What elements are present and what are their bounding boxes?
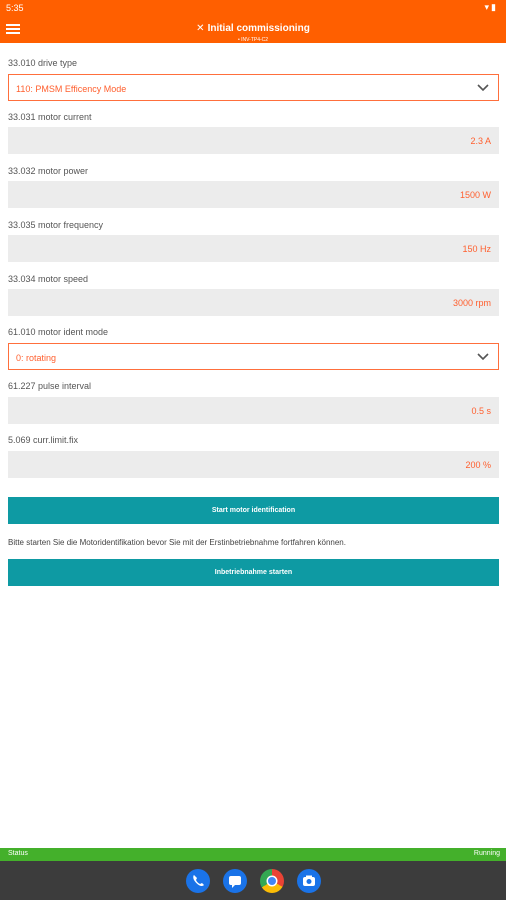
motor-frequency-value: 150 Hz bbox=[462, 244, 491, 254]
start-commissioning-button[interactable]: Inbetriebnahme starten bbox=[8, 559, 499, 586]
field-label-motor-current: 33.031 motor current bbox=[8, 112, 92, 122]
app-title-block bbox=[0, 18, 506, 43]
wifi-icon: ▾ bbox=[484, 2, 492, 12]
pulse-interval-value: 0.5 s bbox=[471, 406, 491, 416]
battery-icon: ▮ bbox=[491, 2, 498, 12]
field-label-ident-mode: 61.010 motor ident mode bbox=[8, 327, 109, 337]
android-dock bbox=[0, 861, 506, 900]
ident-mode-value: 0: rotating bbox=[16, 353, 57, 363]
field-label-motor-power: 33.032 motor power bbox=[8, 166, 89, 176]
system-icons bbox=[485, 2, 498, 13]
motor-current-value: 2.3 A bbox=[470, 136, 491, 146]
chevron-down-icon bbox=[476, 81, 490, 95]
device-subtitle: • INV-TP4-C2 bbox=[237, 37, 269, 43]
field-label-motor-frequency: 33.035 motor frequency bbox=[8, 220, 104, 230]
chrome-icon[interactable] bbox=[260, 869, 284, 893]
motor-power-value: 1500 W bbox=[459, 190, 491, 200]
device-status-bar bbox=[0, 848, 506, 861]
app-bar bbox=[0, 16, 506, 43]
camera-icon[interactable] bbox=[297, 869, 321, 893]
curr-limit-value: 200 % bbox=[465, 460, 491, 470]
status-value: Running bbox=[473, 850, 500, 857]
motor-speed-input[interactable] bbox=[8, 289, 499, 316]
messages-icon[interactable] bbox=[223, 869, 247, 893]
pulse-interval-input[interactable] bbox=[8, 397, 499, 424]
page-title: Initial commissioning bbox=[207, 23, 310, 34]
field-label-drive-type: 33.010 drive type bbox=[8, 58, 78, 68]
phone-icon[interactable] bbox=[186, 869, 210, 893]
start-motor-identification-button[interactable]: Start motor identification bbox=[8, 497, 499, 524]
drive-type-value: 110: PMSM Efficency Mode bbox=[16, 84, 127, 94]
field-label-pulse-interval: 61.227 pulse interval bbox=[8, 381, 92, 391]
motor-power-input[interactable] bbox=[8, 181, 499, 208]
motor-frequency-input[interactable] bbox=[8, 235, 499, 262]
system-status-bar bbox=[0, 0, 506, 16]
clock: 5:35 bbox=[6, 3, 24, 13]
motor-speed-value: 3000 rpm bbox=[452, 298, 491, 308]
instruction-note: Bitte starten Sie die Motoridentifikation bevor Sie mit der Erstinbetriebnahme fortfahren können. bbox=[8, 538, 346, 547]
tools-icon: ✕ bbox=[196, 23, 205, 34]
status-label: Status bbox=[8, 850, 28, 857]
ident-mode-select[interactable] bbox=[8, 343, 499, 370]
field-label-motor-speed: 33.034 motor speed bbox=[8, 274, 89, 284]
curr-limit-input[interactable] bbox=[8, 451, 499, 478]
chevron-down-icon bbox=[476, 350, 490, 364]
motor-current-input[interactable] bbox=[8, 127, 499, 154]
field-label-curr-limit: 5.069 curr.limit.fix bbox=[8, 435, 79, 445]
drive-type-select[interactable] bbox=[8, 74, 499, 101]
